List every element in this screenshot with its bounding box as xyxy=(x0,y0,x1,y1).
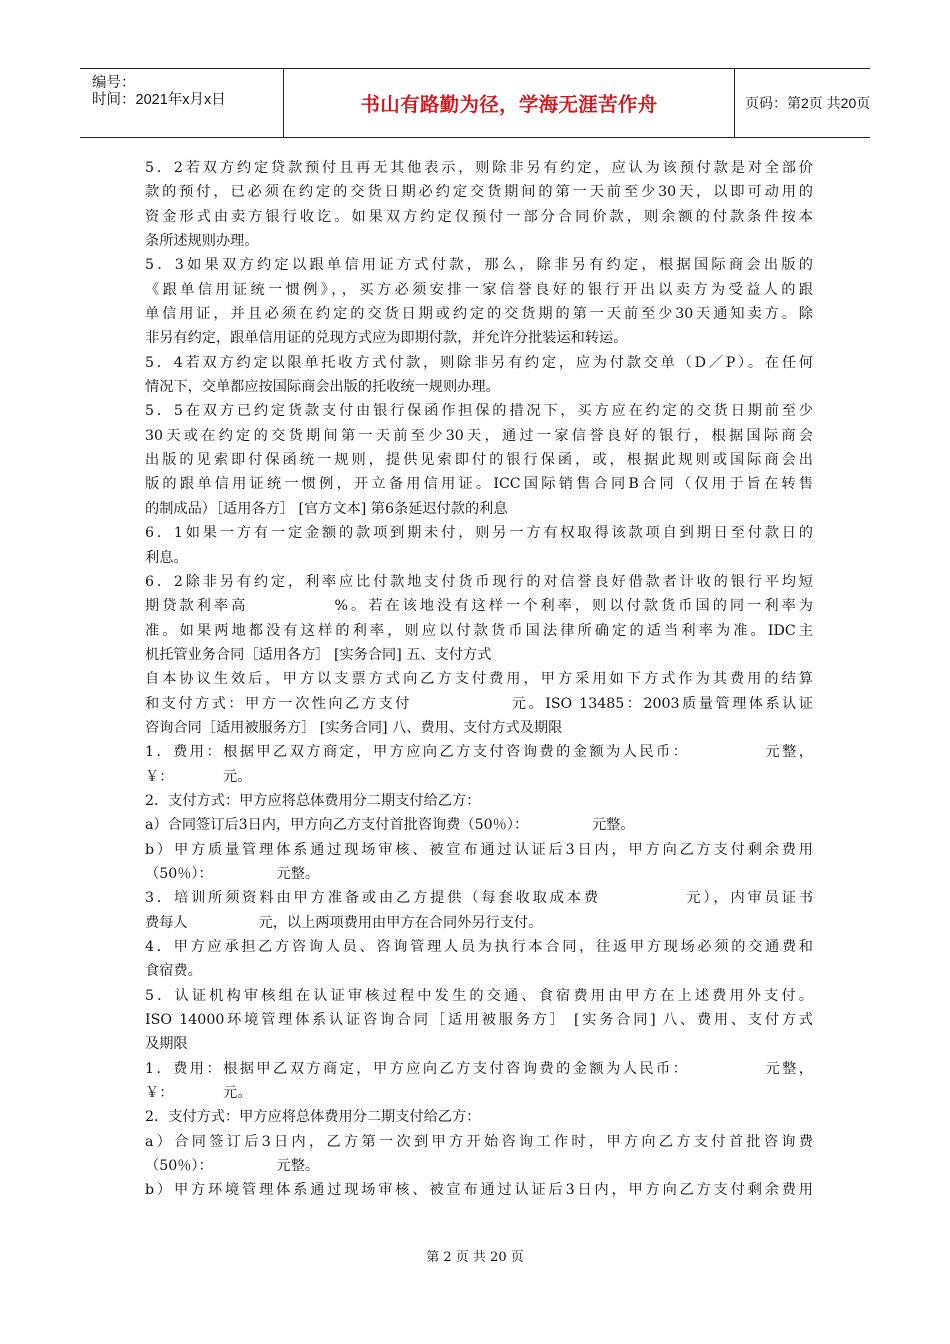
text-line: 2．支付方式：甲方应将总体费用分二期支付给乙方： xyxy=(145,792,481,809)
text-line: ISO 14000环境管理体系认证咨询合同［适用被服务方］ [实务合同] 八、费用、支付方式 xyxy=(145,1012,813,1029)
text-line: 准。如果两地都没有这样的利率，则应以付款货币国法律所确定的适当利率为准。IDC主 xyxy=(145,622,813,639)
text-line: 机托管业务合同［适用各方］ [实务合同] 五、支付方式 xyxy=(145,646,492,663)
text-line: 30天或在约定的交货期间第一天前至少30天，通过一家信誉良好的银行，根据国际商会 xyxy=(145,427,813,444)
text-line: b）甲方环境管理体系通过现场审核、被宣布通过认证后3日内，甲方向乙方支付剩余费用 xyxy=(145,1182,813,1199)
text-line: ￥： 元。 xyxy=(145,768,252,785)
text-line: 非另有约定，跟单信用证的兑现方式应为即期付款，并允许分批装运和转运。 xyxy=(145,330,628,347)
text-line: 利息。 xyxy=(145,549,188,566)
text-line: 5．认证机构审核组在认证审核过程中发生的交通、食宿费用由甲方在上述费用外支付。 xyxy=(145,987,813,1004)
text-line: a）合同签订后3日内，乙方第一次到甲方开始咨询工作时，甲方向乙方支付首批咨询费 xyxy=(145,1133,813,1150)
text-line: 食宿费。 xyxy=(145,963,202,980)
header-center-cell xyxy=(284,69,735,137)
text-line: 出版的见索即付保函统一规则，提供见索即付的银行保函，或，根据此规则或国际商会出 xyxy=(145,452,813,469)
text-line: a）合同签订后3日内，甲方向乙方支付首批咨询费（50％）： 元整。 xyxy=(145,817,635,834)
text-line: 4．甲方应承担乙方咨询人员、咨询管理人员为执行本合同，往返甲方现场必须的交通费和 xyxy=(145,939,813,955)
header-left-cell xyxy=(80,69,284,137)
text-line: 版的跟单信用证统一惯例，开立备用信用证。ICC国际销售合同B合同（仅用于旨在转售 xyxy=(145,476,813,493)
text-line: 资金形式由卖方银行收讫。如果双方约定仅预付一部分合同价款，则余额的付款条件按本 xyxy=(145,208,813,225)
text-line: 1．费用：根据甲乙双方商定，甲方应向乙方支付咨询费的金额为人民币： 元整， xyxy=(145,744,813,761)
text-line: 5．3如果双方约定以跟单信用证方式付款，那么，除非另有约定，根据国际商会出版的 xyxy=(145,257,813,274)
text-line: 6．2除非另有约定，利率应比付款地支付货币现行的对信誉良好借款者计收的银行平均短 xyxy=(145,573,813,590)
text-line: 5．4若双方约定以限单托收方式付款，则除非另有约定，应为付款交单（D／P）。在任何 xyxy=(145,354,813,371)
text-line: 的制成品）［适用各方］ [官方文本] 第6条延迟付款的利息 xyxy=(145,500,508,517)
text-line: 期贷款利率高 %。若在该地没有这样一个利率，则以付款货币国的同一利率为 xyxy=(145,598,813,615)
header-motto: 书山有路勤为径，学海无涯苦作舟 xyxy=(360,93,658,116)
text-line: 咨询合同［适用被服务方］ [实务合同] 八、费用、支付方式及期限 xyxy=(145,719,563,736)
text-line: 条所述规则办理。 xyxy=(145,233,259,250)
text-line: 5．2若双方约定贷款预付且再无其他表示，则除非另有约定，应认为该预付款是对全部价 xyxy=(145,160,813,176)
text-line: 情况下，交单都应按国际商会出版的托收统一规则办理。 xyxy=(145,379,500,396)
text-line: b）甲方质量管理体系通过现场审核、被宣布通过认证后3日内，甲方向乙方支付剩余费用 xyxy=(145,841,813,858)
text-line: 《跟单信用证统一惯例》，，买方必须安排一家信誉良好的银行开出以卖方为受益人的跟 xyxy=(145,281,813,298)
text-line: 和支付方式：甲方一次性向乙方支付 元。ISO 13485：2003质量管理体系认证 xyxy=(145,695,813,712)
page-footer: 第 2 页 共 20 页 xyxy=(426,1250,524,1265)
text-line: 费每人 元，以上两项费用由甲方在合同外另行支付。 xyxy=(145,914,543,931)
text-line: 及期限 xyxy=(145,1036,188,1053)
header-page-code: 页码：第2页 共20页 xyxy=(745,95,871,111)
text-line: ￥： 元。 xyxy=(145,1085,252,1102)
text-line: （50％）： 元整。 xyxy=(145,865,320,882)
text-line: 1．费用：根据甲乙双方商定，甲方应向乙方支付咨询费的金额为人民币： 元整， xyxy=(145,1060,813,1077)
text-line: 2．支付方式：甲方应将总体费用分二期支付给乙方： xyxy=(145,1109,481,1126)
text-line: （50％）： 元整。 xyxy=(145,1158,320,1175)
document-body xyxy=(145,156,813,1203)
document-number-label: 编号： xyxy=(92,75,136,91)
text-line: 3．培训所须资料由甲方准备或由乙方提供（每套收取成本费 元），内审员证书 xyxy=(145,890,813,907)
text-line: 自本协议生效后，甲方以支票方式向乙方支付费用，甲方采用如下方式作为其费用的结算 xyxy=(145,671,813,688)
text-line: 单信用证，并且必须在约定的交货日期或约定的交货期的第一天前至少30天通知卖方。除 xyxy=(145,306,813,323)
text-line: 款的预付，已必须在约定的交货日期必约定交货期间的第一天前至少30天，以即可动用的 xyxy=(145,184,813,201)
text-line: 6．1如果一方有一定金额的款项到期未付，则另一方有权取得该款项自到期日至付款日的 xyxy=(145,525,813,542)
document-date-label: 时间：2021年x月x日 xyxy=(92,92,226,108)
header-right-cell xyxy=(735,69,870,137)
text-line: 5．5在双方已约定货款支付由银行保函作担保的措况下，买方应在约定的交货日期前至少 xyxy=(145,403,813,420)
document-header xyxy=(80,68,870,138)
